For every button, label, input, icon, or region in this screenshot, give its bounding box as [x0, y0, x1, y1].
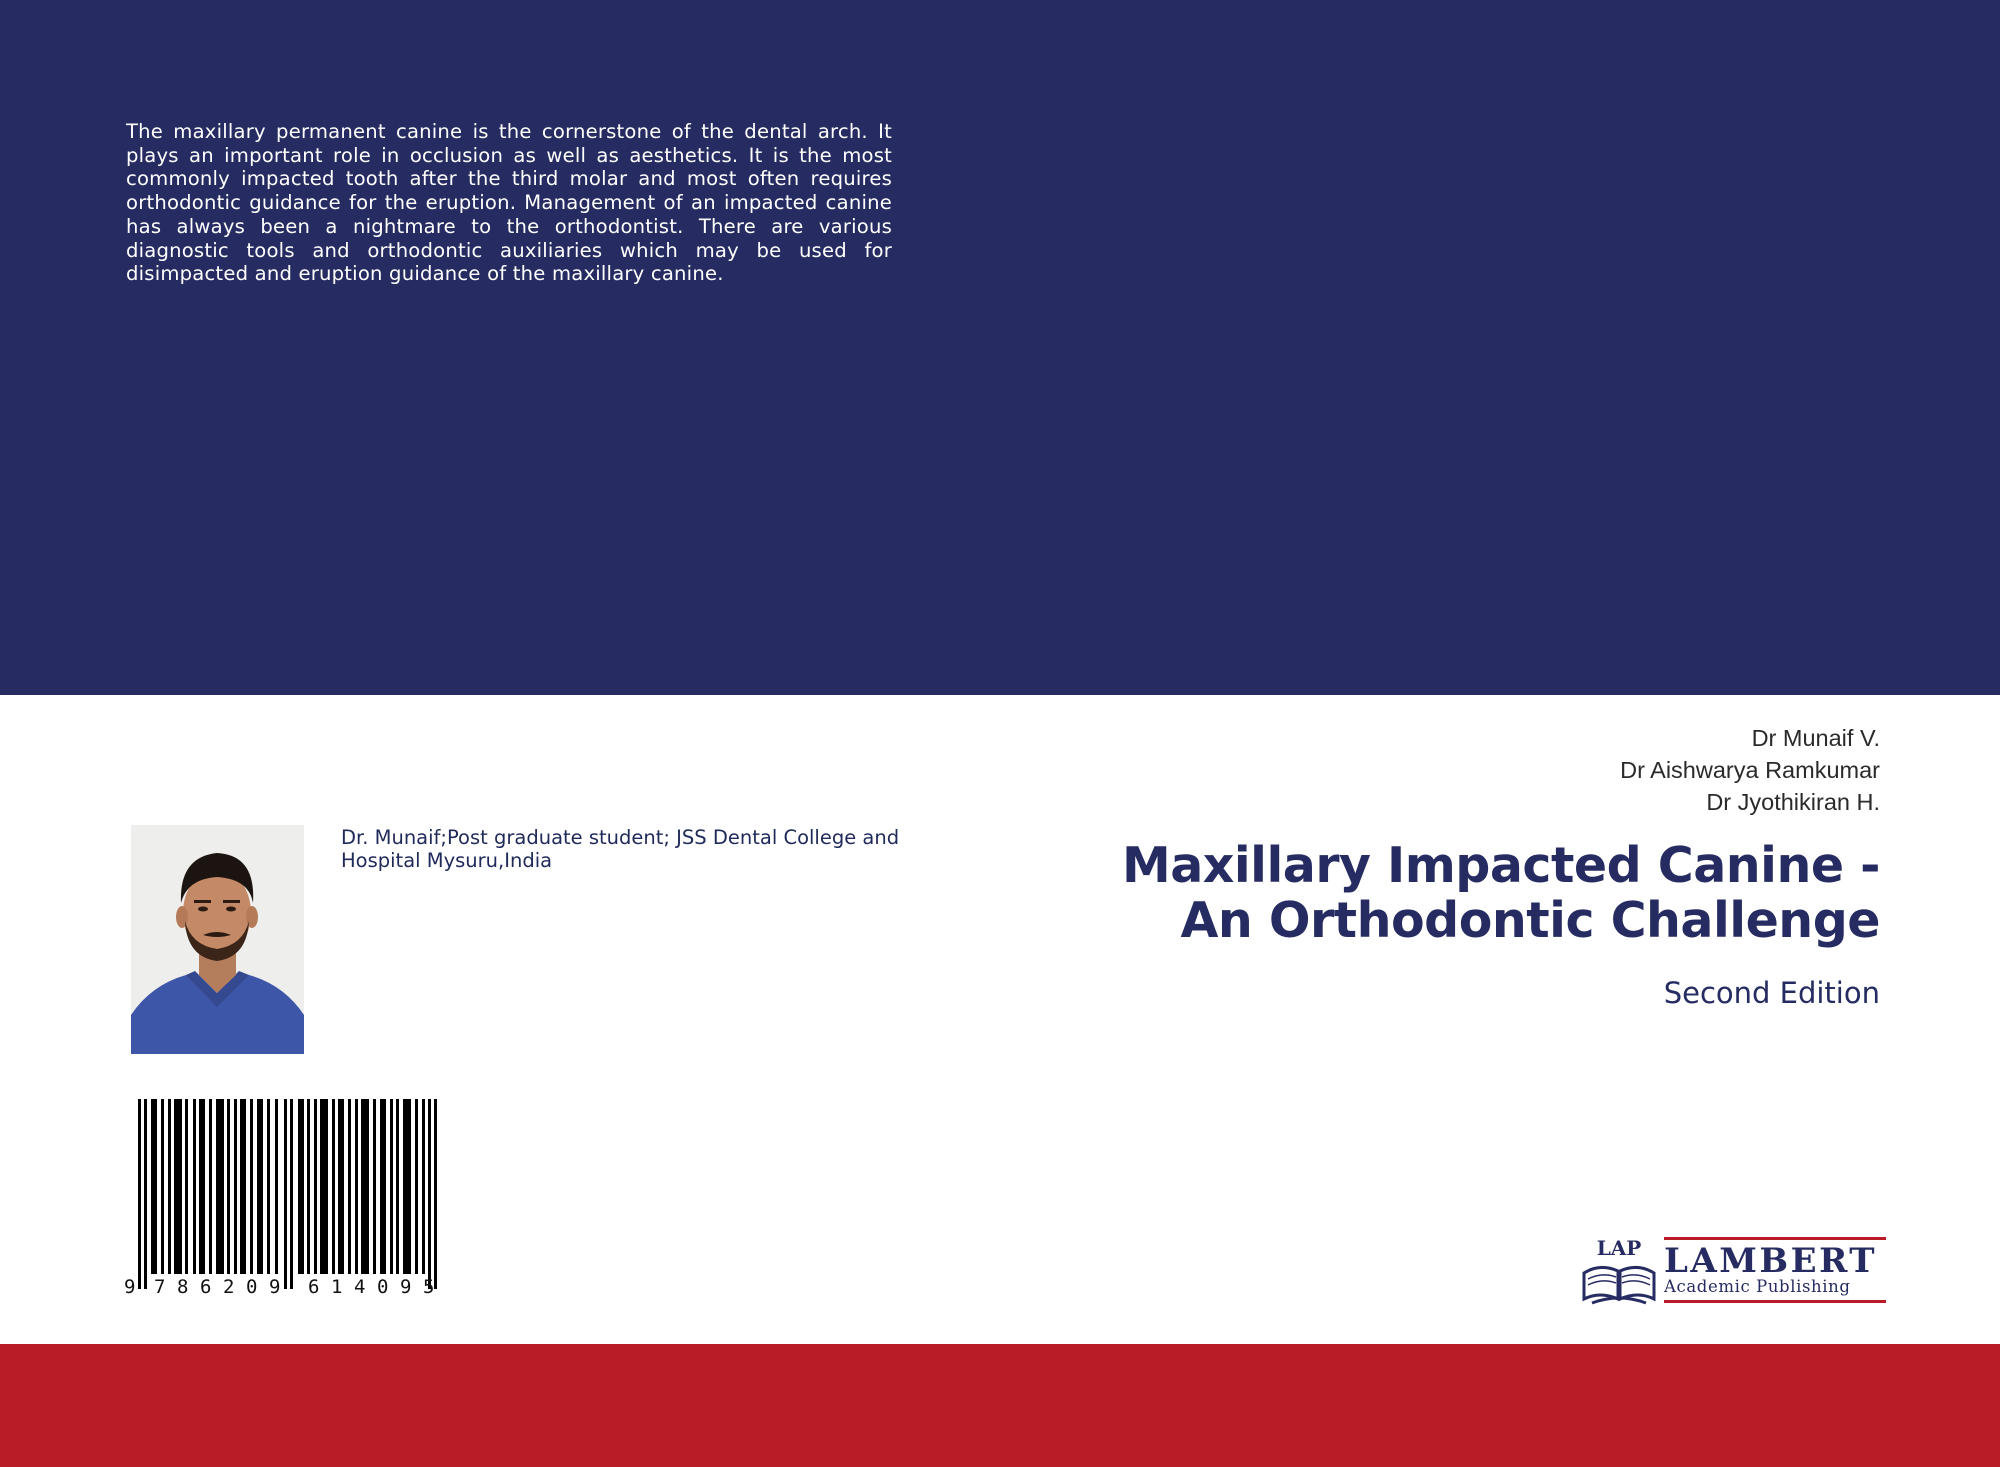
isbn-digit: 1: [331, 1276, 343, 1298]
isbn-barcode: [124, 1099, 459, 1301]
isbn-digit: 6: [308, 1276, 320, 1298]
publisher-logo: [1578, 1233, 1890, 1307]
publisher-tagline: Academic Publishing: [1664, 1277, 1851, 1296]
author-name: Dr Munaif V.: [1751, 725, 1880, 751]
publisher-mark: LAP: [1596, 1236, 1642, 1260]
author-list: [1620, 722, 1880, 818]
isbn-digit: 9: [124, 1276, 136, 1298]
bottom-red-band: [0, 1344, 2000, 1467]
author-bio: Dr. Munaif;Post graduate student; JSS Dental College and Hospital Mysuru,India: [341, 826, 900, 872]
publisher-name: LAMBERT: [1664, 1241, 1878, 1281]
isbn-digit: 9: [400, 1276, 412, 1298]
book-description: The maxillary permanent canine is the cornerstone of the dental arch. It plays an important role in occlusion as well as aesthetics. It is the most commonly impacted tooth after the third molar and most often requires orthodontic guidance for the eruption. Management of an impacted canine has always been a nightmare to the orthodontist. There are various diagnostic tools and orthodontic auxiliaries which may be used for disimpacted and eruption guidance of the maxillary canine.: [126, 120, 892, 286]
logo-bottom-rule: [1664, 1300, 1886, 1303]
isbn-digit: 5: [423, 1276, 435, 1298]
open-book-icon: [1578, 1233, 1660, 1307]
isbn-digit: 4: [354, 1276, 366, 1298]
isbn-digit: 0: [377, 1276, 389, 1298]
book-title-line: Maxillary Impacted Canine -: [1121, 837, 1880, 894]
book-title: [1122, 838, 1880, 948]
isbn-digit: 2: [223, 1276, 235, 1298]
edition-label: Second Edition: [1663, 976, 1880, 1010]
isbn-digit: 0: [246, 1276, 258, 1298]
isbn-digit: 7: [154, 1276, 166, 1298]
isbn-digit: 9: [269, 1276, 281, 1298]
author-photo: [131, 825, 304, 1054]
book-title-line: An Orthodontic Challenge: [1180, 892, 1880, 949]
author-name: Dr Jyothikiran H.: [1706, 789, 1880, 815]
isbn-digit: 8: [177, 1276, 189, 1298]
author-name: Dr Aishwarya Ramkumar: [1620, 757, 1880, 783]
isbn-digit: 6: [200, 1276, 212, 1298]
back-cover-band: [0, 0, 2000, 695]
logo-top-rule: [1664, 1237, 1886, 1240]
